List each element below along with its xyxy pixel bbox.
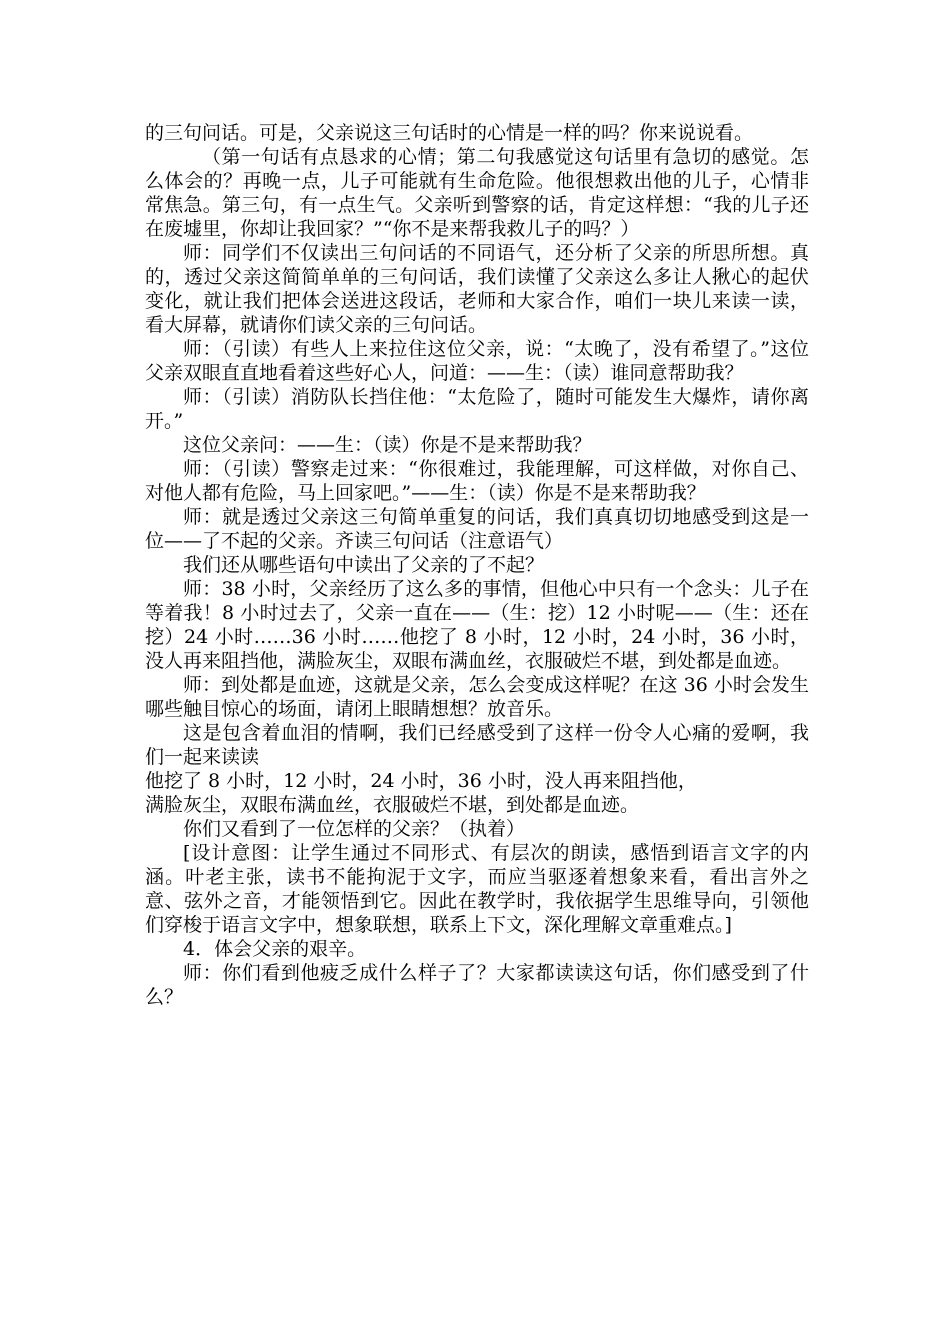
paragraph-6: 这位父亲问：——生：（读）你是不是来帮助我？ bbox=[183, 434, 592, 456]
paragraph-4: 师：（引读）有些人上来拉住这位父亲，说：“太晚了，没有希望了。”这位父亲双眼直直地看着这些好心人，问道：——生：（读）谁同意帮助我？ bbox=[145, 338, 809, 384]
paragraph-11: 师：到处都是血迹，这就是父亲，怎么会变成这样呢？在这 36 小时会发生哪些触目惊心的场面，请闭上眼睛想想？放音乐。 bbox=[145, 674, 809, 720]
paragraph-14: 满脸灰尘，双眼布满血丝，衣服破烂不堪，到处都是血迹。 bbox=[145, 794, 640, 816]
paragraph-9: 我们还从哪些语句中读出了父亲的了不起？ bbox=[183, 554, 545, 576]
paragraph-15: 你们又看到了一位怎样的父亲？（执着） bbox=[183, 818, 526, 840]
paragraph-5: 师：（引读）消防队长挡住他：“太危险了，随时可能发生大爆炸，请你离开。” bbox=[145, 386, 809, 432]
document-body bbox=[145, 121, 809, 1009]
section-heading: 4．体会父亲的艰辛。 bbox=[183, 938, 367, 960]
paragraph-7: 师：（引读）警察走过来：“你很难过，我能理解，可这样做，对你自己、对他人都有危险，马上回家吧。”——生：（读）你是不是来帮助我？ bbox=[145, 458, 809, 504]
paragraph-2: （第一句话有点恳求的心情；第二句我感觉这句话里有急切的感觉。怎么体会的？再晚一点，儿子可能就有生命危险。他很想救出他的儿子，心情非常焦急。第三句，有一点生气。父亲听到警察的话，肯定这样想：“我的儿子还在废墟里，你却让我回家？”“你不是来帮我救儿子的吗？） bbox=[145, 146, 809, 240]
paragraph-8: 师：就是透过父亲这三句简单重复的问话，我们真真切切地感受到这是一位——了不起的父亲。齐读三句问话（注意语气） bbox=[145, 506, 809, 552]
paragraph-12: 这是包含着血泪的情啊，我们已经感受到了这样一份令人心痛的爱啊，我们一起来读读 bbox=[145, 722, 809, 768]
design-intent-note: [设计意图：让学生通过不同形式、有层次的朗读，感悟到语言文字的内涵。叶老主张，读书不能拘泥于文字，而应当驱逐着想象来看，看出言外之意、弦外之音，才能领悟到它。因此在教学时，我依据学生思维导向，引领他们穿梭于语言文字中，想象联想，联系上下文，深化理解文章重难点。] bbox=[145, 842, 809, 936]
paragraph-13: 他挖了 8 小时，12 小时，24 小时，36 小时，没人再来阻挡他， bbox=[145, 770, 697, 792]
paragraph-1: 的三句问话。可是，父亲说这三句话时的心情是一样的吗？你来说说看。 bbox=[145, 122, 754, 144]
paragraph-10: 师：38 小时，父亲经历了这么多的事情，但他心中只有一个念头：儿子在等着我！8 小时过去了，父亲一直在——（生：挖）12 小时呢——（生：还在挖）24 小时……36 小时……他挖了 8 小时，12 小时，24 小时，36 小时，没人再来阻挡他，满脸灰尘，双眼布满血丝，衣服破烂不堪，到处都是血迹。 bbox=[145, 578, 809, 672]
paragraph-18: 师：你们看到他疲乏成什么样子了？大家都读读这句话，你们感受到了什么？ bbox=[145, 962, 809, 1008]
paragraph-3: 师：同学们不仅读出三句问话的不同语气，还分析了父亲的所思所想。真的，透过父亲这简简单单的三句问话，我们读懂了父亲这么多让人揪心的起伏变化，就让我们把体会送进这段话，老师和大家合作，咱们一块儿来读一读，看大屏幕，就请你们读父亲的三句问话。 bbox=[145, 242, 809, 336]
